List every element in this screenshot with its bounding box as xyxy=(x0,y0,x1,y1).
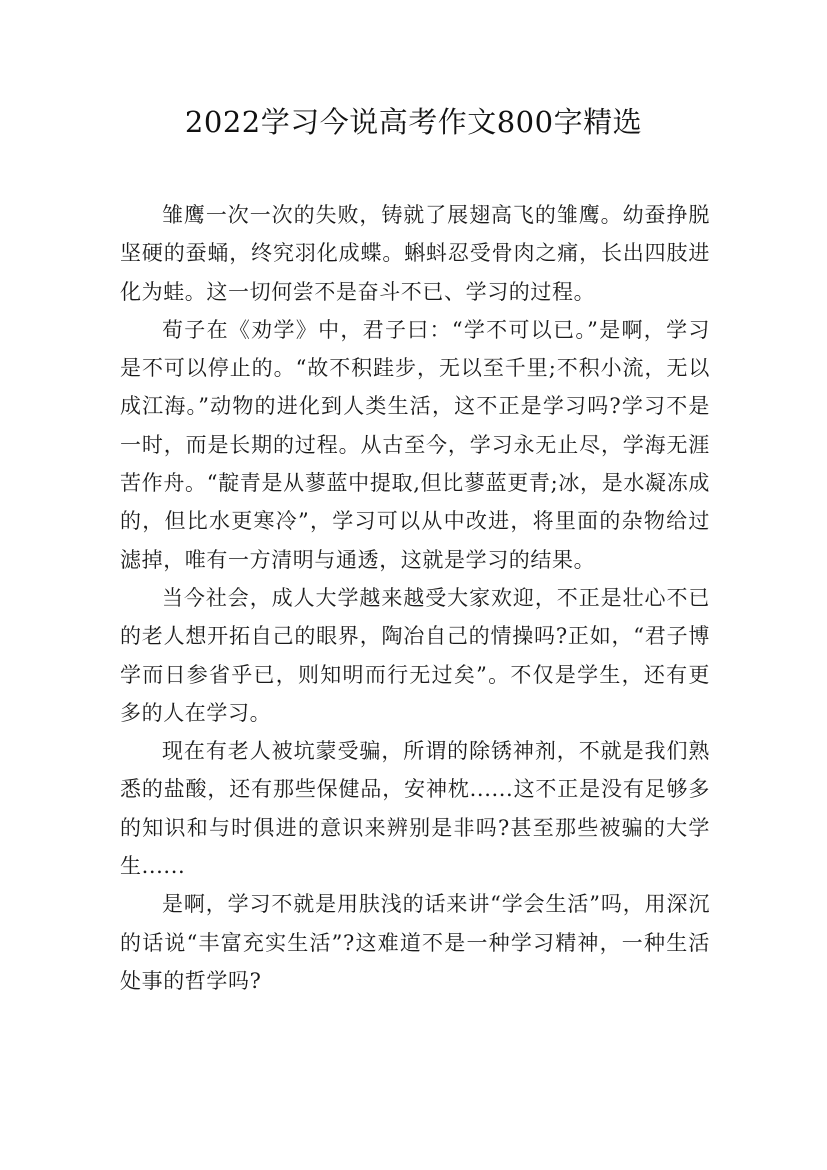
paragraph: 是啊，学习不就是用肤浅的话来讲“学会生活”吗，用深沉的话说“丰富充实生活”?这难道不是一种学习精神，一种生活处事的哲学吗? xyxy=(120,892,710,993)
paragraph: 现在有老人被坑蒙受骗，所谓的除锈神剂，不就是我们熟悉的盐酸，还有那些保健品，安神枕......这不正是没有足够多的知识和与时俱进的意识来辨别是非吗?甚至那些被骗的大学生...... xyxy=(120,739,710,879)
paragraph: 荀子在《劝学》中，君子曰：“学不可以已。”是啊，学习是不可以停止的。“故不积跬步，无以至千里;不积小流，无以成江海。”动物的进化到人类生活，这不正是学习吗?学习不是一时，而是长期的过程。从古至今，学习永无止尽，学海无涯苦作舟。“靛青是从蓼蓝中提取,但比蓼蓝更青;冰，是水凝冻成的，但比水更寒冷”，学习可以从中改进，将里面的杂物给过滤掉，唯有一方清明与通透，这就是学习的结果。 xyxy=(120,317,710,572)
document-title: 2022学习今说高考作文800字精选 xyxy=(184,105,643,139)
paragraph: 当今社会，成人大学越来越受大家欢迎，不正是壮心不已的老人想开拓自己的眼界，陶冶自己的情操吗?正如，“君子博学而日参省乎已，则知明而行无过矣”。不仅是学生，还有更多的人在学习。 xyxy=(120,585,710,725)
paragraph: 雏鹰一次一次的失败，铸就了展翅高飞的雏鹰。幼蚕挣脱坚硬的蚕蛹，终究羽化成蝶。蝌蚪忍受骨肉之痛，长出四肢进化为蛙。这一切何尝不是奋斗不已、学习的过程。 xyxy=(120,203,710,304)
document-body xyxy=(120,196,710,1000)
